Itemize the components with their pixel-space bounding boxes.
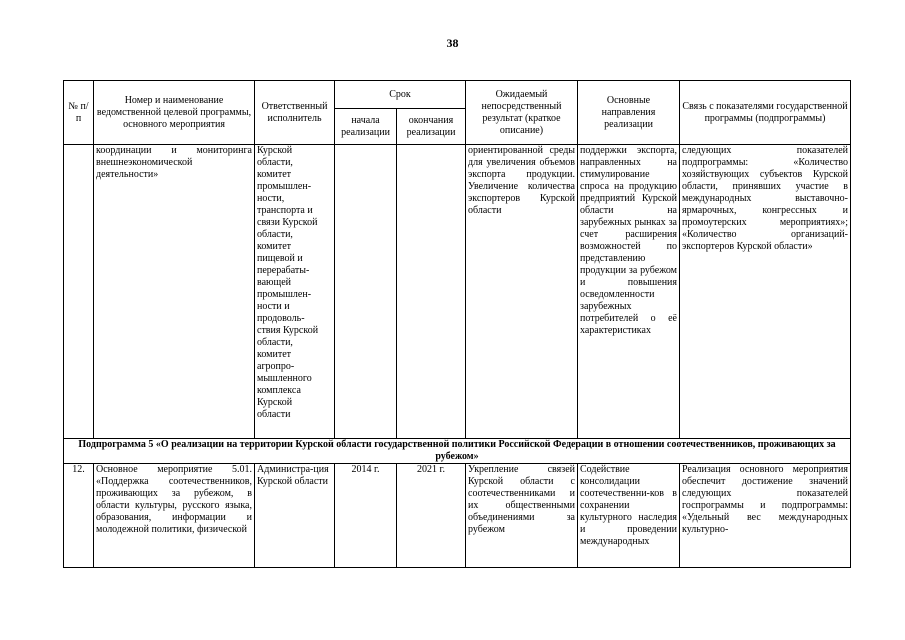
- cell-start: 2014 г.: [335, 464, 397, 568]
- executor-line: транспорта и: [257, 205, 313, 216]
- executor-line: комитет: [257, 349, 292, 360]
- cell-link: Реализация основного мероприятия обеспечит достижение значений следующих показателей госпрограммы и подпрограммы: «Удельный вес международных культурно-: [680, 464, 851, 568]
- header-executor: Ответственный исполнитель: [255, 81, 335, 145]
- executor-line: комплекса: [257, 385, 301, 396]
- cell-executor: [255, 145, 335, 439]
- page-number: 38: [446, 36, 459, 50]
- executor-line: пищевой и: [257, 253, 303, 264]
- executor-line: Курской: [257, 397, 293, 408]
- executor-line: промышлен-: [257, 181, 312, 192]
- cell-end: 2021 г.: [397, 464, 466, 568]
- cell-directions: поддержки экспорта, направленных на стимулирование спроса на продукцию предприятий Курской области на зарубежных рынках за счет расширения возможностей по представлению продукции за рубежом и повышения осведомленности зарубежных потребителей о её характеристиках: [578, 145, 680, 439]
- table-row: [64, 464, 851, 568]
- header-result: Ожидаемый непосредственный результат (краткое описание): [466, 81, 578, 145]
- header-directions: Основные направления реализации: [578, 81, 680, 145]
- table-row: [64, 145, 851, 439]
- cell-name: координации и мониторинга внешнеэкономической деятельности»: [94, 145, 255, 439]
- cell-start: [335, 145, 397, 439]
- executor-line: ности,: [257, 193, 285, 204]
- program-table: [63, 80, 851, 568]
- executor-line: Курской: [257, 145, 293, 156]
- header-end: окончания реализации: [397, 109, 466, 145]
- subprogram-row: [64, 439, 851, 464]
- executor-line: связи Курской: [257, 217, 318, 228]
- cell-result: Укрепление связей Курской области с соотечественниками и их общественными объединениями за рубежом: [466, 464, 578, 568]
- executor-line: вающей: [257, 277, 291, 288]
- executor-line: продоволь-: [257, 313, 305, 324]
- cell-num: [64, 145, 94, 439]
- executor-line: комитет: [257, 241, 292, 252]
- executor-line: комитет: [257, 169, 292, 180]
- executor-line: области,: [257, 337, 293, 348]
- cell-link: следующих показателей подпрограммы: «Количество хозяйствующих субъектов Курской области, принявших участие в международных выставочно-ярмарочных, конгрессных и промоутерских мероприятиях»; «Количество организаций-экспортеров Курской области»: [680, 145, 851, 439]
- cell-directions: Содействие консолидации соотечественни-ков в сохранении культурного наследия и проведении международных: [578, 464, 680, 568]
- header-num: № п/п: [64, 81, 94, 145]
- executor-line: области: [257, 409, 291, 420]
- header-name: Номер и наименование ведомственной целевой программы, основного мероприятия: [94, 81, 255, 145]
- header-row: [64, 81, 851, 109]
- subprogram-title: Подпрограмма 5 «О реализации на территории Курской области государственной политики Российской Федерации в отношении соотечественников, проживающих за рубежом»: [64, 439, 851, 464]
- executor-line: области,: [257, 229, 293, 240]
- cell-executor: Администра-ция Курской области: [255, 464, 335, 568]
- executor-line: промышлен-: [257, 289, 312, 300]
- cell-name: Основное мероприятие 5.01. «Поддержка соотечественников, проживающих за рубежом, в области культуры, русского языка, образования, информации и молодежной политики, физической: [94, 464, 255, 568]
- executor-line: ствия Курской: [257, 325, 319, 336]
- executor-line: области,: [257, 157, 293, 168]
- executor-line: перерабаты-: [257, 265, 310, 276]
- cell-end: [397, 145, 466, 439]
- header-term: Срок: [335, 81, 466, 109]
- executor-line: мышленного: [257, 373, 312, 384]
- executor-line: ности и: [257, 301, 290, 312]
- executor-line: агропро-: [257, 361, 295, 372]
- header-link: Связь с показателями государственной программы (подпрограммы): [680, 81, 851, 145]
- header-start: начала реализации: [335, 109, 397, 145]
- cell-num: 12.: [64, 464, 94, 568]
- cell-result: ориентированной среды для увеличения объемов экспорта продукции. Увеличение количества экспортеров Курской области: [466, 145, 578, 439]
